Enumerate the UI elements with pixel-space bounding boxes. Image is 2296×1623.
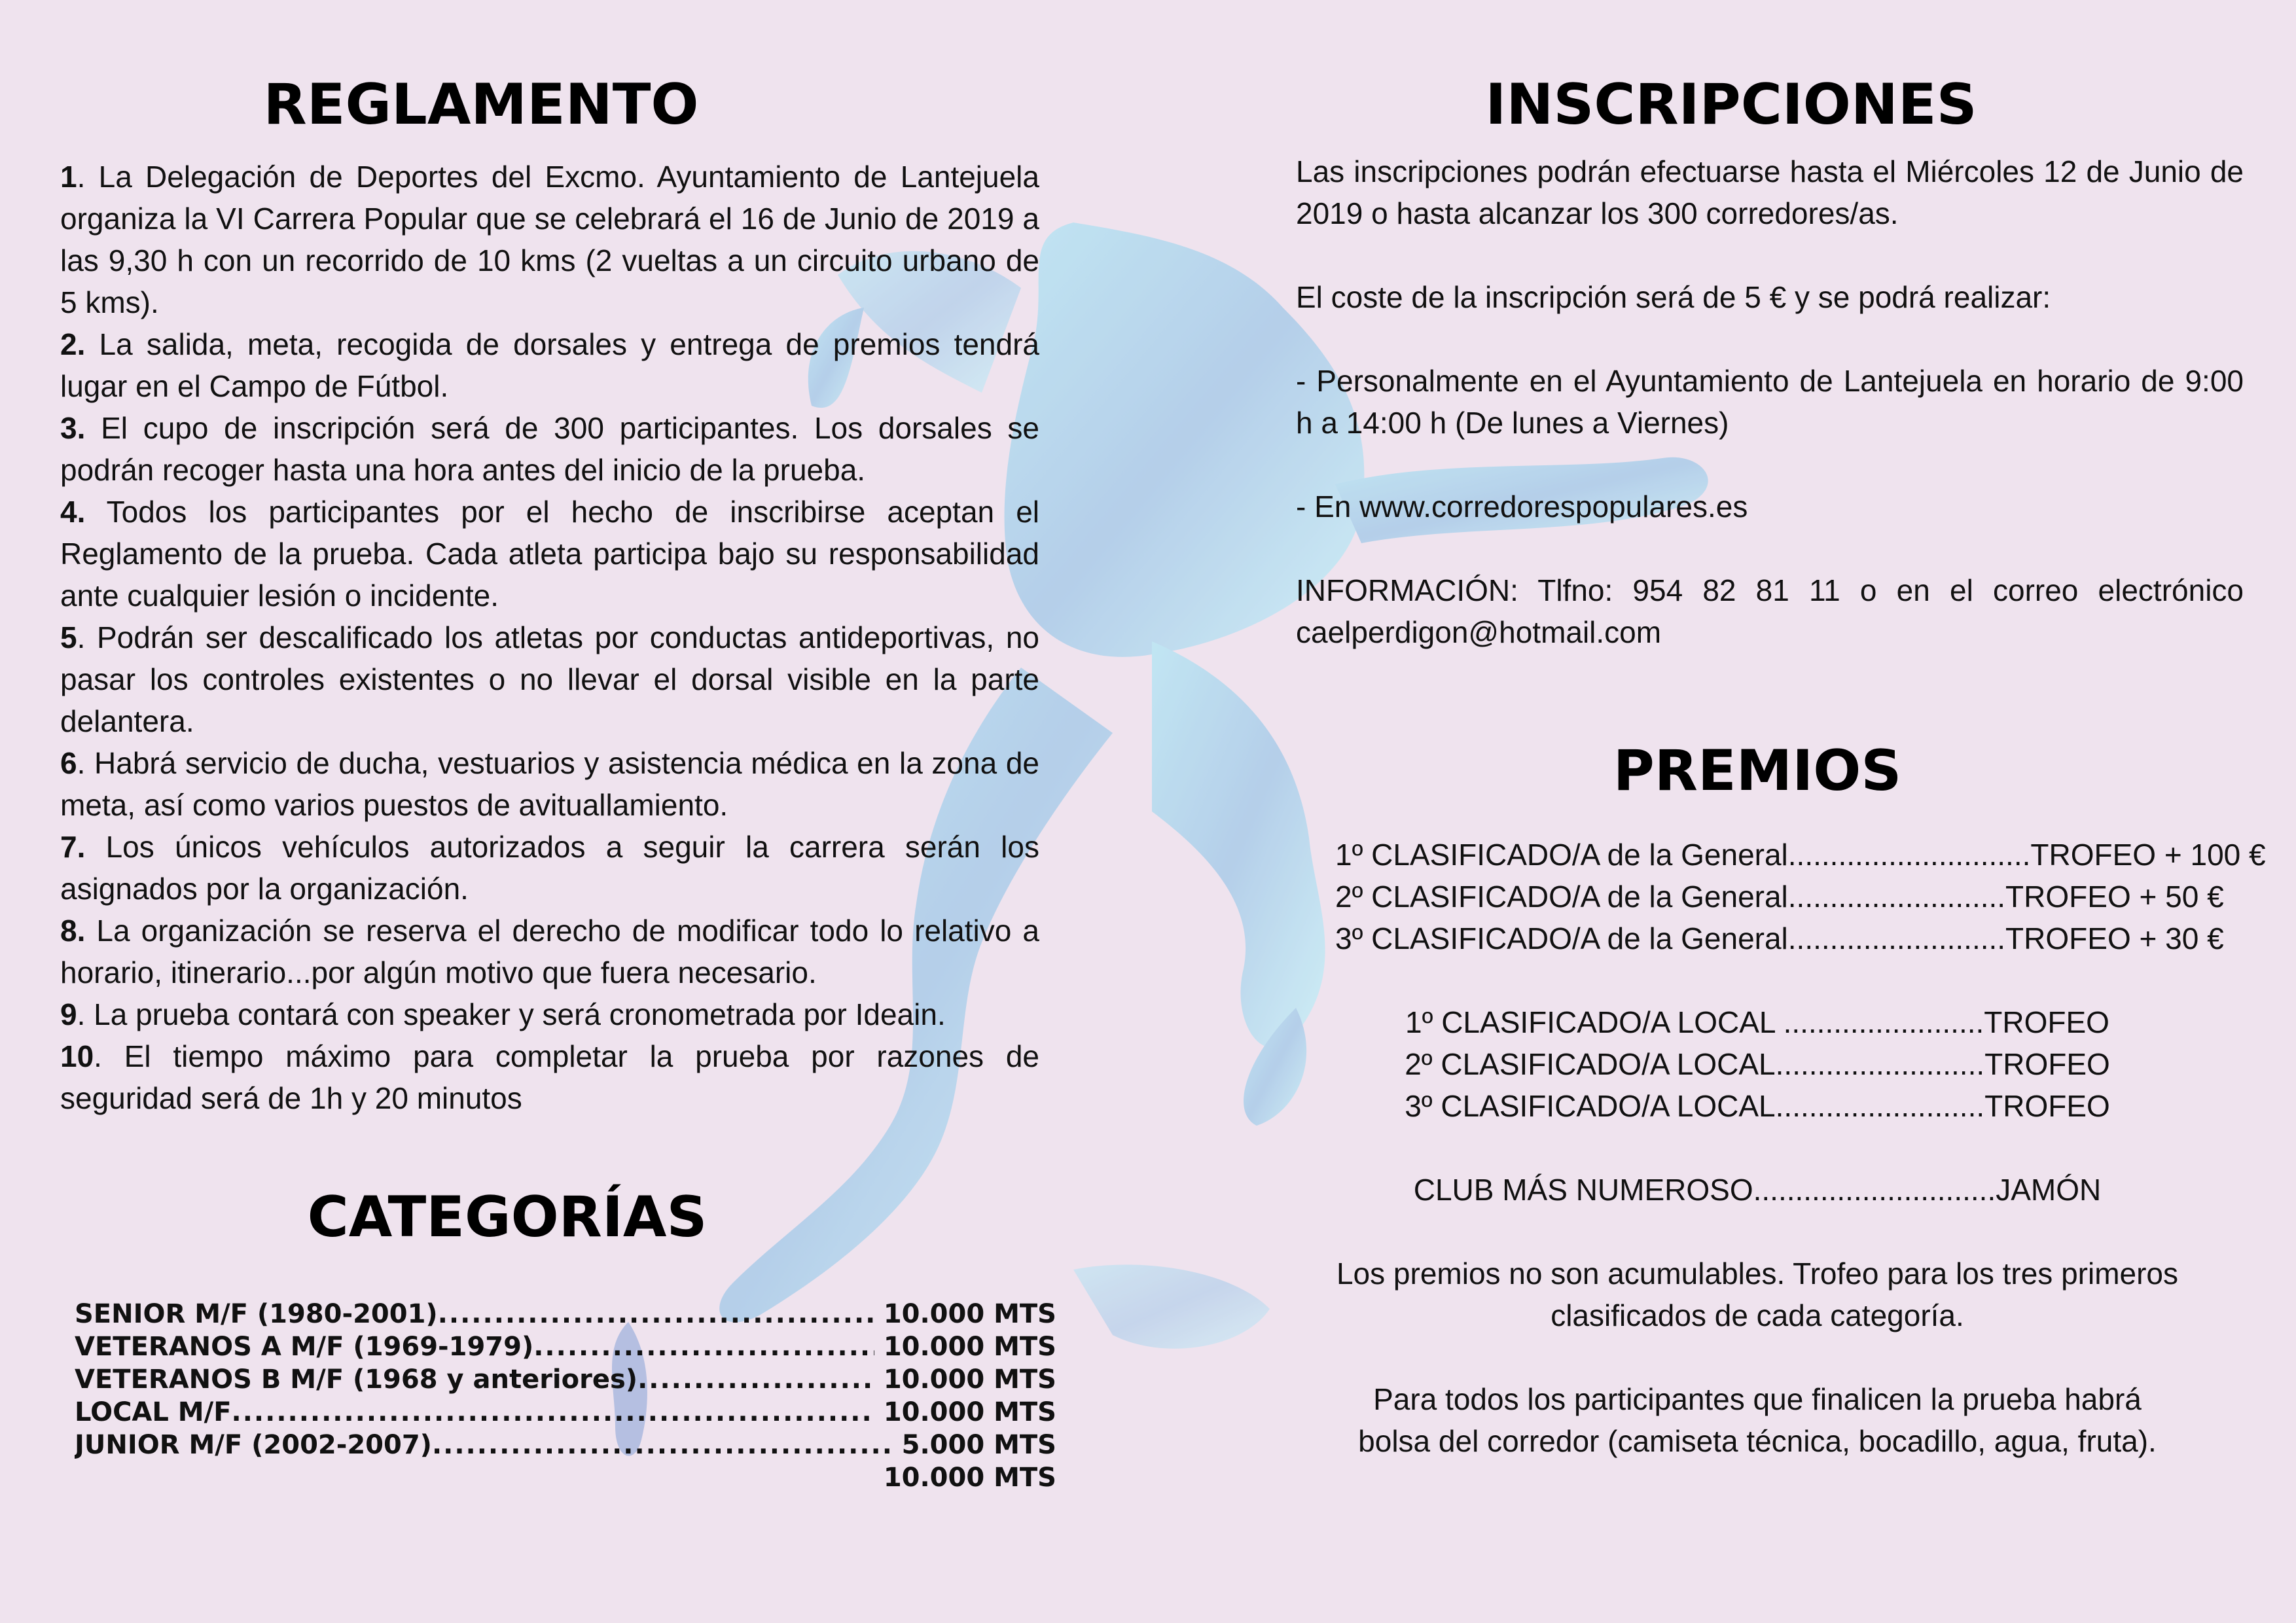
premios-body: [1335, 834, 2266, 1504]
item-number: 9: [60, 997, 77, 1031]
categoria-row-extra: [75, 1461, 1056, 1494]
item-text: Todos los participantes por el hecho de inscribirse aceptan el Reglamento de la prueba. Cada atleta participa bajo su responsabilidad ante cualquier lesión o incidente.: [60, 495, 1039, 613]
dot-leader: [232, 1396, 874, 1429]
premio-row: 1º CLASIFICADO/A de la General.............................TROFEO + 100 €: [1335, 838, 2266, 872]
categoria-row: [75, 1330, 1056, 1363]
reglamento-item: [60, 616, 1039, 742]
reglamento-item: [60, 993, 1039, 1035]
categoria-label: VETERANOS A M/F (1969-1979): [75, 1332, 534, 1362]
reglamento-item: [60, 826, 1039, 910]
item-number: 4.: [60, 495, 86, 529]
item-text: Los únicos vehículos autorizados a seguir la carrera serán los asignados por la organización.: [60, 830, 1039, 906]
reglamento-item: [60, 491, 1039, 616]
premios-general: [1335, 834, 2266, 959]
categoria-distance: 10.000 MTS: [883, 1397, 1056, 1427]
reglamento-title: REGLAMENTO: [263, 72, 699, 137]
premios-title: PREMIOS: [1613, 738, 1902, 804]
premios-local: [1335, 1001, 2179, 1127]
categorias-list: [75, 1298, 1056, 1494]
categorias-title: CATEGORÍAS: [307, 1185, 708, 1250]
item-text: . La Delegación de Deportes del Excmo. Ayuntamiento de Lantejuela organiza la VI Carrera Popular que se celebrará el 16 de Junio de 2019 a las 9,30 h con un recorrido de 10 kms (2 vueltas a un circuito urbano de 5 kms).: [60, 160, 1039, 319]
categoria-label: VETERANOS B M/F (1968 y anteriores): [75, 1364, 638, 1395]
categoria-distance: 10.000 MTS: [883, 1463, 1056, 1493]
dot-leader: [432, 1429, 893, 1461]
categoria-label: JUNIOR M/F (2002-2007): [75, 1430, 432, 1460]
categoria-distance: 10.000 MTS: [883, 1332, 1056, 1362]
categoria-distance: 10.000 MTS: [883, 1299, 1056, 1329]
item-text: . Podrán ser descalificado los atletas por conductas antideportivas, no pasar los controles existentes o no llevar el dorsal visible en la parte delantera.: [60, 620, 1039, 738]
item-number: 7.: [60, 830, 86, 864]
reglamento-item: [60, 1035, 1039, 1119]
item-number: 10: [60, 1039, 94, 1073]
categoria-distance: 5.000 MTS: [901, 1430, 1056, 1460]
premio-row: 1º CLASIFICADO/A LOCAL ........................TROFEO: [1405, 1005, 2109, 1039]
premio-row: 2º CLASIFICADO/A de la General..........................TROFEO + 50 €: [1335, 880, 2224, 914]
premio-row: CLUB MÁS NUMEROSO.............................JAMÓN: [1413, 1173, 2102, 1207]
item-number: 8.: [60, 914, 86, 948]
reglamento-list: [60, 156, 1039, 1119]
categoria-label: SENIOR M/F (1980-2001): [75, 1299, 438, 1329]
inscripciones-body: [1296, 151, 2244, 695]
dot-leader: [533, 1330, 874, 1363]
categoria-row: [75, 1298, 1056, 1330]
inscripciones-title: INSCRIPCIONES: [1485, 72, 1977, 137]
dot-leader: [637, 1363, 874, 1396]
inscripciones-paragraph: - Personalmente en el Ayuntamiento de Lantejuela en horario de 9:00 h a 14:00 h (De lunes a Viernes): [1296, 364, 2244, 440]
reglamento-item: [60, 407, 1039, 491]
inscripciones-paragraph: El coste de la inscripción será de 5 € y se podrá realizar:: [1296, 280, 2051, 314]
categoria-row: [75, 1363, 1056, 1396]
premios-bolsa: Para todos los participantes que finalicen la prueba habrá bolsa del corredor (camiseta técnica, bocadillo, agua, fruta).: [1358, 1382, 2157, 1458]
premio-row: 3º CLASIFICADO/A LOCAL.........................TROFEO: [1405, 1089, 2110, 1123]
item-text: El cupo de inscripción será de 300 participantes. Los dorsales se podrán recoger hasta una hora antes del inicio de la prueba.: [60, 411, 1039, 487]
item-number: 2.: [60, 327, 86, 361]
item-text: . La prueba contará con speaker y será cronometrada por Ideain.: [77, 997, 946, 1031]
inscripciones-paragraph: Las inscripciones podrán efectuarse hasta el Miércoles 12 de Junio de 2019 o hasta alcanzar los 300 corredores/as.: [1296, 154, 2244, 230]
categoria-label: LOCAL M/F: [75, 1397, 232, 1427]
item-number: 6: [60, 746, 77, 780]
reglamento-item: [60, 323, 1039, 407]
item-text: La organización se reserva el derecho de modificar todo lo relativo a horario, itinerario...por algún motivo que fuera necesario.: [60, 914, 1039, 990]
premio-row: 2º CLASIFICADO/A LOCAL.........................TROFEO: [1405, 1047, 2110, 1081]
reglamento-item: [60, 156, 1039, 323]
categoria-row: [75, 1429, 1056, 1461]
item-number: 5: [60, 620, 77, 654]
reglamento-item: [60, 742, 1039, 826]
inscripciones-paragraph: INFORMACIÓN: Tlfno: 954 82 81 11 o en el correo electrónico caelperdigon@hotmail.com: [1296, 573, 2244, 649]
premio-row: 3º CLASIFICADO/A de la General..........................TROFEO + 30 €: [1335, 921, 2224, 955]
inscripciones-paragraph: - En www.corredorespopulares.es: [1296, 490, 1748, 524]
dot-leader: [438, 1298, 874, 1330]
categoria-row: [75, 1396, 1056, 1429]
item-number: 3.: [60, 411, 86, 445]
item-number: 1: [60, 160, 77, 194]
item-text: . Habrá servicio de ducha, vestuarios y asistencia médica en la zona de meta, así como varios puestos de avituallamiento.: [60, 746, 1039, 822]
item-text: . El tiempo máximo para completar la prueba por razones de seguridad será de 1h y 20 minutos: [60, 1039, 1039, 1115]
premios-club: [1335, 1169, 2179, 1211]
item-text: La salida, meta, recogida de dorsales y entrega de premios tendrá lugar en el Campo de Fútbol.: [60, 327, 1039, 403]
categoria-distance: 10.000 MTS: [883, 1364, 1056, 1395]
reglamento-item: [60, 910, 1039, 993]
premios-note: Los premios no son acumulables. Trofeo para los tres primeros clasificados de cada categoría.: [1336, 1257, 2179, 1332]
